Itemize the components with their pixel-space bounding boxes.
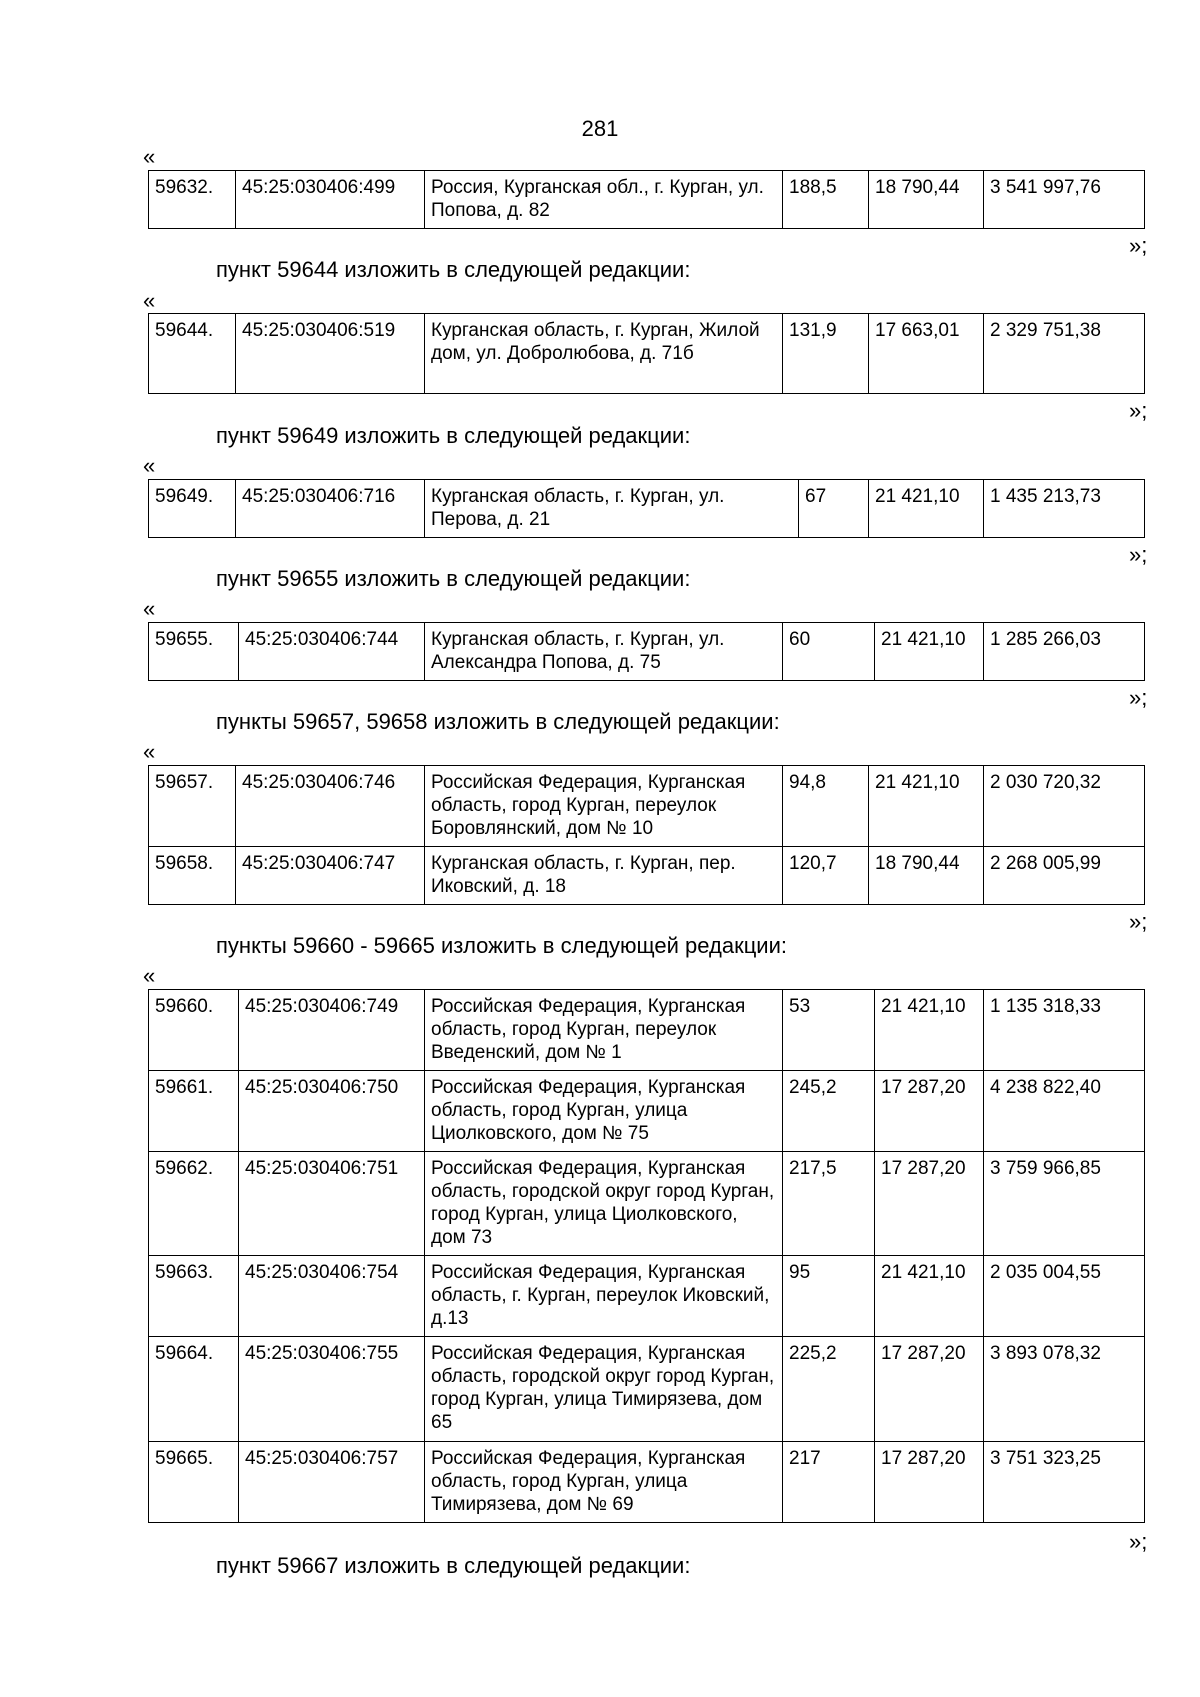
table-row — [149, 1256, 1145, 1337]
rate: 18 790,44 — [869, 171, 984, 229]
cadastral-value: 3 893 078,32 — [984, 1337, 1145, 1442]
cadastral-number: 45:25:030406:750 — [239, 1071, 425, 1152]
cadastral-number: 45:25:030406:519 — [236, 314, 425, 394]
address: Российская Федерация, Курганская область, городской округ город Курган, город Курган, улица Тимирязева, дом 65 — [425, 1337, 783, 1442]
rate: 17 287,20 — [875, 1071, 984, 1152]
area: 95 — [783, 1256, 875, 1337]
property-table — [148, 313, 1145, 394]
cadastral-value: 3 751 323,25 — [984, 1442, 1145, 1523]
rate: 21 421,10 — [869, 480, 984, 538]
open-quote: « — [143, 144, 156, 169]
area: 131,9 — [783, 314, 869, 394]
address: Россия, Курганская обл., г. Курган, ул. Попова, д. 82 — [425, 171, 783, 229]
cadastral-number: 45:25:030406:751 — [239, 1152, 425, 1256]
rate: 17 287,20 — [875, 1152, 984, 1256]
table-row — [149, 990, 1145, 1071]
rate: 21 421,10 — [875, 1256, 984, 1337]
property-table — [148, 170, 1145, 229]
table-row — [149, 1152, 1145, 1256]
section-heading: пункт 59667 изложить в следующей редакции: — [216, 1553, 691, 1578]
area: 188,5 — [783, 171, 869, 229]
property-table — [148, 622, 1145, 681]
table-row — [149, 480, 1145, 538]
cadastral-value: 3 759 966,85 — [984, 1152, 1145, 1256]
table-row — [149, 847, 1145, 905]
table-row — [149, 1337, 1145, 1442]
cadastral-number: 45:25:030406:749 — [239, 990, 425, 1071]
item-number: 59644. — [149, 314, 236, 394]
cadastral-number: 45:25:030406:755 — [239, 1337, 425, 1442]
close-quote: »; — [1129, 233, 1148, 258]
table-row — [149, 623, 1145, 681]
cadastral-value: 2 268 005,99 — [984, 847, 1145, 905]
section-heading: пункты 59657, 59658 изложить в следующей редакции: — [216, 709, 780, 734]
table-row — [149, 1442, 1145, 1523]
address: Российская Федерация, Курганская область, город Курган, улица Циолковского, дом № 75 — [425, 1071, 783, 1152]
address: Курганская область, г. Курган, ул. Перова, д. 21 — [425, 480, 799, 538]
rate: 21 421,10 — [875, 623, 984, 681]
open-quote: « — [143, 288, 156, 313]
address: Российская Федерация, Курганская область, город Курган, переулок Боровлянский, дом № 10 — [425, 766, 783, 847]
address: Курганская область, г. Курган, Жилой дом, ул. Добролюбова, д. 71б — [425, 314, 783, 394]
item-number: 59662. — [149, 1152, 239, 1256]
close-quote: »; — [1129, 398, 1148, 423]
open-quote: « — [143, 963, 156, 988]
cadastral-value: 2 030 720,32 — [984, 766, 1145, 847]
section-heading: пункт 59644 изложить в следующей редакции: — [216, 257, 691, 282]
cadastral-value: 1 285 266,03 — [984, 623, 1145, 681]
cadastral-number: 45:25:030406:744 — [239, 623, 425, 681]
item-number: 59661. — [149, 1071, 239, 1152]
open-quote: « — [143, 453, 156, 478]
close-quote: »; — [1129, 542, 1148, 567]
item-number: 59649. — [149, 480, 236, 538]
table-row — [149, 171, 1145, 229]
cadastral-value: 3 541 997,76 — [984, 171, 1145, 229]
rate: 21 421,10 — [869, 766, 984, 847]
table-row — [149, 766, 1145, 847]
item-number: 59658. — [149, 847, 236, 905]
item-number: 59664. — [149, 1337, 239, 1442]
item-number: 59660. — [149, 990, 239, 1071]
cadastral-number: 45:25:030406:499 — [236, 171, 425, 229]
address: Российская Федерация, Курганская область, городской округ город Курган, город Курган, улица Циолковского, дом 73 — [425, 1152, 783, 1256]
section-heading: пункты 59660 - 59665 изложить в следующей редакции: — [216, 933, 788, 958]
cadastral-number: 45:25:030406:757 — [239, 1442, 425, 1523]
close-quote: »; — [1129, 909, 1148, 934]
rate: 17 663,01 — [869, 314, 984, 394]
cadastral-number: 45:25:030406:754 — [239, 1256, 425, 1337]
area: 217 — [783, 1442, 875, 1523]
cadastral-value: 1 435 213,73 — [984, 480, 1145, 538]
table-row — [149, 1071, 1145, 1152]
item-number: 59657. — [149, 766, 236, 847]
cadastral-number: 45:25:030406:747 — [236, 847, 425, 905]
area: 120,7 — [783, 847, 869, 905]
close-quote: »; — [1129, 1529, 1148, 1554]
area: 67 — [799, 480, 869, 538]
address: Курганская область, г. Курган, пер. Иковский, д. 18 — [425, 847, 783, 905]
area: 94,8 — [783, 766, 869, 847]
cadastral-value: 1 135 318,33 — [984, 990, 1145, 1071]
cadastral-value: 4 238 822,40 — [984, 1071, 1145, 1152]
address: Российская Федерация, Курганская область, г. Курган, переулок Иковский, д.13 — [425, 1256, 783, 1337]
rate: 18 790,44 — [869, 847, 984, 905]
area: 53 — [783, 990, 875, 1071]
item-number: 59663. — [149, 1256, 239, 1337]
address: Курганская область, г. Курган, ул. Александра Попова, д. 75 — [425, 623, 783, 681]
open-quote: « — [143, 739, 156, 764]
property-table — [148, 479, 1145, 538]
item-number: 59665. — [149, 1442, 239, 1523]
area: 217,5 — [783, 1152, 875, 1256]
rate: 21 421,10 — [875, 990, 984, 1071]
item-number: 59632. — [149, 171, 236, 229]
area: 225,2 — [783, 1337, 875, 1442]
cadastral-number: 45:25:030406:746 — [236, 766, 425, 847]
cadastral-value: 2 329 751,38 — [984, 314, 1145, 394]
area: 245,2 — [783, 1071, 875, 1152]
address: Российская Федерация, Курганская область, город Курган, переулок Введенский, дом № 1 — [425, 990, 783, 1071]
rate: 17 287,20 — [875, 1337, 984, 1442]
area: 60 — [783, 623, 875, 681]
cadastral-number: 45:25:030406:716 — [236, 480, 425, 538]
cadastral-value: 2 035 004,55 — [984, 1256, 1145, 1337]
table-row — [149, 314, 1145, 394]
address: Российская Федерация, Курганская область, город Курган, улица Тимирязева, дом № 69 — [425, 1442, 783, 1523]
rate: 17 287,20 — [875, 1442, 984, 1523]
property-table — [148, 765, 1145, 905]
close-quote: »; — [1129, 685, 1148, 710]
section-heading: пункт 59655 изложить в следующей редакции: — [216, 566, 691, 591]
item-number: 59655. — [149, 623, 239, 681]
section-heading: пункт 59649 изложить в следующей редакции: — [216, 423, 691, 448]
open-quote: « — [143, 596, 156, 621]
property-table — [148, 989, 1145, 1523]
page-number: 281 — [581, 116, 619, 141]
